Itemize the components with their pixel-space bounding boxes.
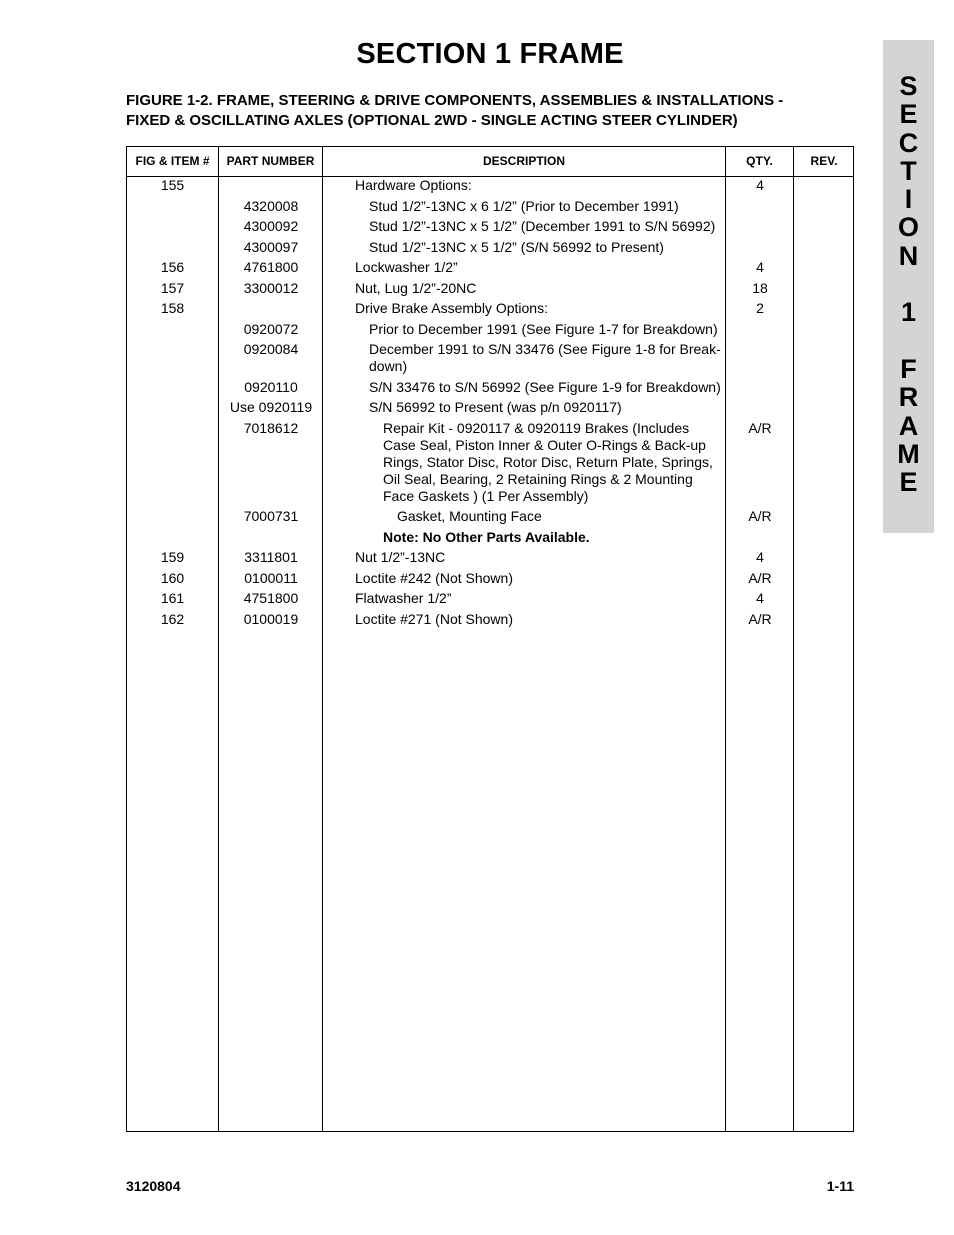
header-part-number: PART NUMBER bbox=[226, 154, 315, 168]
description-line: Stud 1/2”-13NC x 6 1/2” (Prior to December 1991) bbox=[369, 197, 679, 214]
part-number-cell: 4320008 bbox=[243, 197, 299, 214]
description-cell bbox=[355, 570, 513, 587]
part-number-cell: 4751800 bbox=[243, 590, 299, 606]
qty-cell: 4 bbox=[756, 549, 764, 565]
qty-cell: 18 bbox=[752, 279, 768, 296]
side-tab-letter: E bbox=[899, 99, 918, 130]
description-line: Loctite #242 (Not Shown) bbox=[355, 569, 513, 586]
qty-cell: 4 bbox=[756, 177, 764, 193]
description-cell bbox=[369, 198, 679, 215]
parts-table bbox=[126, 146, 854, 1132]
side-tab-letter: 1 bbox=[900, 297, 917, 328]
description-cell bbox=[369, 341, 721, 375]
table-row bbox=[127, 611, 853, 628]
table-row bbox=[127, 341, 853, 375]
side-tab-letter: O bbox=[897, 212, 919, 243]
table-row bbox=[127, 177, 853, 194]
part-number-cell: 4300097 bbox=[243, 238, 299, 255]
description-line: Loctite #271 (Not Shown) bbox=[355, 610, 513, 627]
part-number-cell: 0920084 bbox=[243, 341, 299, 357]
description-line: Stud 1/2”-13NC x 5 1/2” (December 1991 to S/N 56992) bbox=[369, 218, 716, 234]
description-line: Repair Kit - 0920117 & 0920119 Brakes (Includes bbox=[383, 419, 690, 436]
part-number-cell: 4761800 bbox=[243, 259, 299, 275]
page-number: 1-11 bbox=[826, 1178, 854, 1194]
figure-title-line-2: FIXED & OSCILLATING AXLES (OPTIONAL 2WD - SINGLE ACTING STEER CYLINDER) bbox=[126, 111, 738, 129]
description-cell bbox=[369, 379, 721, 396]
description-cell bbox=[355, 259, 458, 276]
side-tab-letter: N bbox=[898, 240, 919, 271]
qty-cell: A/R bbox=[748, 508, 772, 524]
fig-item-cell: 155 bbox=[160, 177, 185, 193]
section-side-tab bbox=[883, 40, 934, 533]
description-cell bbox=[355, 280, 476, 297]
fig-item-cell: 161 bbox=[160, 590, 185, 606]
table-row bbox=[127, 399, 853, 416]
part-number-cell: 0920110 bbox=[244, 378, 298, 395]
description-line: Stud 1/2”-13NC x 5 1/2” (S/N 56992 to Present) bbox=[369, 238, 664, 255]
table-row bbox=[127, 549, 853, 566]
figure-title bbox=[126, 91, 846, 130]
side-tab-letter bbox=[883, 270, 934, 298]
header-fig-item: FIG & ITEM # bbox=[135, 154, 210, 168]
side-tab-letter: M bbox=[897, 438, 920, 469]
description-cell bbox=[397, 508, 542, 525]
side-tab-letter: R bbox=[898, 382, 919, 413]
table-row bbox=[127, 198, 853, 215]
part-number-cell: 7000731 bbox=[243, 508, 299, 524]
qty-cell: 4 bbox=[756, 259, 764, 275]
description-line: December 1991 to S/N 33476 (See Figure 1-8 for Break- bbox=[369, 341, 721, 357]
doc-number: 3120804 bbox=[126, 1178, 181, 1194]
fig-item-cell: 156 bbox=[160, 259, 185, 275]
table-row bbox=[127, 420, 853, 505]
qty-cell: 4 bbox=[756, 590, 764, 606]
qty-cell: A/R bbox=[748, 610, 772, 627]
description-line: Rings, Stator Disc, Rotor Disc, Return Plate, Springs, bbox=[383, 453, 713, 470]
table-row bbox=[127, 239, 853, 256]
side-tab-letter: C bbox=[898, 127, 919, 158]
table-row bbox=[127, 259, 853, 276]
side-tab-letter: T bbox=[900, 155, 917, 186]
description-cell bbox=[355, 177, 472, 194]
table-row bbox=[127, 321, 853, 338]
description-line: Lockwasher 1/2” bbox=[355, 259, 458, 275]
description-cell bbox=[355, 549, 445, 566]
side-tab-letter: I bbox=[904, 184, 913, 215]
table-row bbox=[127, 508, 853, 525]
part-number-cell: 3311801 bbox=[244, 549, 298, 565]
side-tab-letter: F bbox=[900, 353, 917, 384]
table-row bbox=[127, 529, 853, 546]
description-cell bbox=[355, 590, 451, 607]
description-cell bbox=[369, 399, 622, 416]
description-line: S/N 56992 to Present (was p/n 0920117) bbox=[369, 399, 622, 415]
description-cell bbox=[383, 420, 713, 505]
side-tab-letter: E bbox=[899, 467, 918, 498]
part-number-cell: 0920072 bbox=[243, 320, 299, 337]
description-cell bbox=[355, 611, 513, 628]
figure-title-line-1: FIGURE 1-2. FRAME, STEERING & DRIVE COMPONENTS, ASSEMBLIES & INSTALLATIONS - bbox=[126, 92, 784, 109]
description-line: Drive Brake Assembly Options: bbox=[355, 300, 548, 316]
description-cell bbox=[369, 218, 715, 235]
header-rev: REV. bbox=[810, 154, 838, 168]
side-tab-letter: S bbox=[899, 71, 918, 101]
description-line: Gasket, Mounting Face bbox=[397, 508, 542, 524]
description-line: Nut, Lug 1/2”-20NC bbox=[355, 279, 477, 296]
fig-item-cell: 160 bbox=[160, 569, 185, 586]
qty-cell: A/R bbox=[748, 419, 772, 436]
table-row bbox=[127, 280, 853, 297]
part-number-cell: 4300092 bbox=[243, 218, 299, 234]
qty-cell: A/R bbox=[748, 569, 772, 586]
description-line: Face Gaskets ) (1 Per Assembly) bbox=[383, 487, 589, 504]
table-row bbox=[127, 218, 853, 235]
description-cell bbox=[383, 529, 590, 546]
fig-item-cell: 159 bbox=[160, 549, 185, 565]
description-cell bbox=[369, 321, 718, 338]
section-title: SECTION 1 FRAME bbox=[356, 38, 624, 70]
description-line: Case Seal, Piston Inner & Outer O-Rings & Back-up bbox=[383, 436, 706, 453]
part-number-cell: 0100019 bbox=[243, 610, 299, 627]
header-description: DESCRIPTION bbox=[482, 154, 565, 168]
description-line: Flatwasher 1/2” bbox=[355, 590, 452, 606]
description-line: S/N 33476 to S/N 56992 (See Figure 1-9 for Breakdown) bbox=[369, 378, 721, 395]
fig-item-cell: 158 bbox=[160, 300, 185, 316]
side-tab-letter: A bbox=[898, 410, 919, 441]
table-row bbox=[127, 300, 853, 317]
description-line: Oil Seal, Bearing, 2 Retaining Rings & 2 Mounting bbox=[383, 470, 693, 487]
qty-cell: 2 bbox=[756, 300, 764, 316]
fig-item-cell: 162 bbox=[160, 610, 185, 627]
part-number-cell: 7018612 bbox=[243, 419, 299, 436]
header-qty: QTY. bbox=[746, 154, 773, 168]
description-line: Note: No Other Parts Available. bbox=[383, 528, 590, 545]
description-line: Nut 1/2”-13NC bbox=[355, 549, 446, 565]
description-cell bbox=[355, 300, 548, 317]
part-number-cell: 3300012 bbox=[243, 279, 299, 296]
table-row bbox=[127, 379, 853, 396]
fig-item-cell: 157 bbox=[160, 279, 185, 296]
side-tab-letter bbox=[883, 327, 934, 355]
part-number-cell: Use 0920119 bbox=[229, 399, 313, 415]
description-cell bbox=[369, 239, 664, 256]
description-line: Prior to December 1991 (See Figure 1-7 for Breakdown) bbox=[369, 320, 718, 337]
side-tab-letters bbox=[883, 72, 934, 496]
part-number-cell: 0100011 bbox=[244, 569, 298, 586]
description-line: down) bbox=[369, 358, 408, 374]
table-row bbox=[127, 590, 853, 607]
table-row bbox=[127, 570, 853, 587]
description-line: Hardware Options: bbox=[355, 177, 472, 193]
